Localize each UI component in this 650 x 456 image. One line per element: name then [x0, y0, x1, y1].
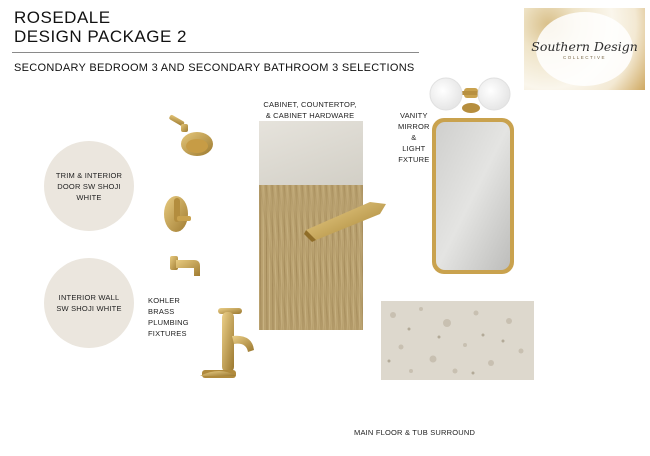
title-divider — [12, 52, 419, 53]
floor-label: MAIN FLOOR & TUB SURROUND — [354, 428, 476, 437]
plumbing-label-3: PLUMBING — [148, 318, 189, 327]
shower-head-icon — [165, 110, 217, 160]
vanity-label — [398, 110, 430, 165]
cabinet-label-1: CABINET, COUNTERTOP, — [263, 100, 357, 109]
logo-sub-text: COLLECTIVE — [562, 54, 606, 60]
plumbing-label — [148, 295, 189, 339]
vanity-label-3: & — [411, 133, 417, 142]
swatch-trim-label-2: DOOR SW SHOJI WHITE — [57, 181, 121, 202]
vanity-mirror-icon — [430, 116, 516, 276]
title-line-2: DESIGN PACKAGE 2 — [14, 27, 188, 46]
vanity-label-1: VANITY — [399, 111, 428, 120]
plumbing-label-4: FIXTURES — [148, 329, 187, 338]
swatch-trim-door — [44, 141, 134, 231]
lavatory-faucet-icon — [196, 306, 258, 380]
swatch-wall-label-2: SW SHOJI WHITE — [56, 304, 122, 313]
vanity-label-4: LIGHT — [402, 144, 426, 153]
brand-logo — [524, 8, 645, 90]
page-title — [14, 8, 187, 46]
vanity-label-5: FXTURE — [398, 155, 430, 164]
countertop-swatch — [259, 121, 363, 185]
plumbing-label-1: KOHLER — [148, 296, 181, 305]
vanity-light-icon — [428, 74, 514, 118]
cabinet-label-2: & CABINET HARDWARE — [265, 111, 355, 120]
swatch-wall-label-1: INTERIOR WALL — [58, 293, 120, 302]
cabinet-label — [258, 99, 362, 121]
logo-script-text: Southern Design — [531, 38, 638, 54]
vanity-label-2: MIRROR — [398, 122, 430, 131]
title-line-1: ROSEDALE — [14, 8, 111, 27]
swatch-interior-wall — [44, 258, 134, 348]
cabinet-pull-icon — [304, 200, 388, 242]
plumbing-label-2: BRASS — [148, 307, 175, 316]
page-subtitle: SECONDARY BEDROOM 3 AND SECONDARY BATHROOM 3 SELECTIONS — [14, 62, 415, 74]
swatch-trim-label-1: TRIM & INTERIOR — [55, 170, 123, 180]
tub-spout-icon — [168, 252, 204, 282]
floor-tile-swatch — [381, 301, 534, 380]
shower-valve-trim-icon — [160, 190, 194, 236]
